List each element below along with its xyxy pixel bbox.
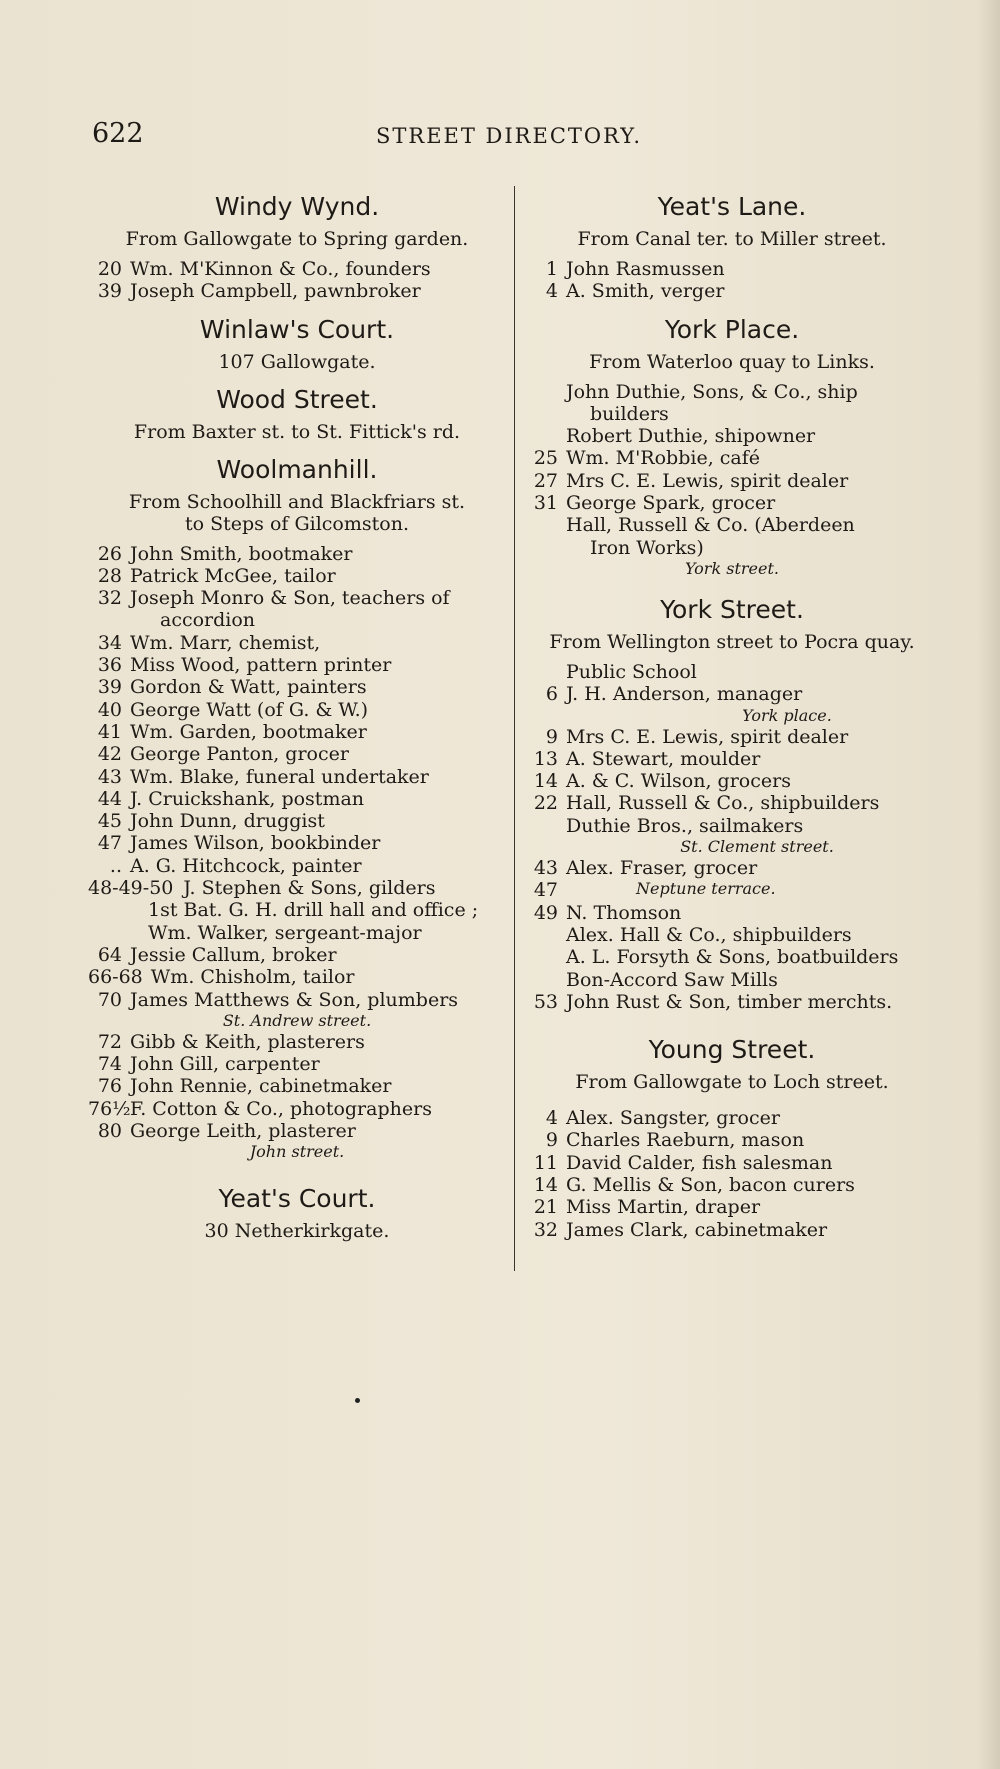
street-extent: From Gallowgate to Loch street. [575, 1071, 889, 1094]
occupant: Alex. Fraser, grocer [566, 857, 758, 880]
street-extent: From Schoolhill and Blackfriars st. [128, 490, 466, 513]
house-number [524, 381, 566, 403]
occupant: George Leith, plasterer [130, 1120, 356, 1143]
occupant: John Rennie, cabinetmaker [130, 1075, 392, 1098]
occupant: John Smith, bootmaker [130, 542, 353, 565]
occupant: accordion [160, 609, 256, 632]
occupant: James Matthews & Son, plumbers [130, 988, 459, 1011]
list-item [88, 832, 506, 854]
house-number: 21 [533, 1196, 558, 1219]
house-number: 9 [545, 1129, 558, 1152]
occupant: James Clark, cabinetmaker [566, 1218, 828, 1241]
house-number: 64 [97, 943, 122, 966]
list-item [524, 770, 940, 792]
list-item [524, 924, 940, 946]
house-number: 48-49-50 [88, 877, 174, 900]
list-item [524, 661, 940, 683]
street-heading: Yeat's Court. [218, 1184, 376, 1214]
occupant: Duthie Bros., sailmakers [566, 814, 804, 837]
list-item [524, 403, 940, 425]
list-item [524, 447, 940, 469]
list-item [88, 944, 506, 966]
house-number: 66-68 [88, 966, 143, 989]
house-number [524, 514, 566, 536]
occupant: A. Stewart, moulder [566, 747, 761, 770]
house-number: 31 [533, 492, 558, 515]
section-yeats-court [88, 1184, 506, 1242]
street-extent: From Wellington street to Pocra quay. [549, 630, 915, 653]
occupant: G. Mellis & Son, bacon curers [566, 1174, 855, 1197]
section-york-place [524, 315, 940, 579]
list-item [524, 879, 940, 901]
house-number: 39 [97, 280, 122, 303]
house-number: 70 [97, 988, 122, 1011]
list-item [88, 699, 506, 721]
occupant: Jessie Callum, broker [130, 943, 337, 966]
page-number: 622 [92, 118, 144, 149]
section-wood-street [88, 385, 506, 443]
street-note: 107 Gallowgate. [218, 350, 376, 373]
occupant: 1st Bat. G. H. drill hall and office ; [148, 899, 479, 922]
occupant: Charles Raeburn, mason [566, 1129, 805, 1152]
list-item [88, 877, 506, 899]
house-number: 11 [533, 1151, 558, 1174]
list-item [524, 280, 940, 302]
house-number: 39 [97, 676, 122, 699]
list-item [88, 1075, 506, 1097]
house-number: 42 [97, 743, 122, 766]
list-item [88, 632, 506, 654]
list-item [88, 966, 506, 988]
house-number: 36 [97, 654, 122, 677]
cross-street: York street. [685, 558, 779, 578]
house-number: 4 [545, 1107, 558, 1130]
house-number: 40 [97, 698, 122, 721]
occupant: A. G. Hitchcock, painter [130, 854, 362, 877]
house-number: 32 [533, 1218, 558, 1241]
page-edge-shadow [978, 0, 1000, 1769]
street-heading: Young Street. [648, 1035, 816, 1065]
house-number: 26 [97, 542, 122, 565]
occupant: George Panton, grocer [130, 743, 349, 766]
house-number: 20 [97, 258, 122, 280]
list-item [88, 258, 506, 280]
list-item [524, 1196, 940, 1218]
list-item [524, 946, 940, 968]
list-item [524, 969, 940, 991]
occupant: Joseph Monro & Son, teachers of [130, 587, 450, 610]
print-speck [355, 1398, 360, 1403]
occupant: David Calder, fish salesman [566, 1151, 833, 1174]
list-item [524, 792, 940, 814]
occupant: Wm. Garden, bootmaker [130, 720, 367, 743]
house-number: 76½ [88, 1097, 131, 1120]
house-number [88, 899, 148, 921]
occupant: N. Thomson [566, 901, 682, 924]
house-number: 25 [533, 447, 558, 470]
house-number [524, 969, 566, 991]
column-divider [514, 186, 515, 1271]
list-item [524, 748, 940, 770]
occupant: Robert Duthie, shipowner [566, 425, 816, 448]
occupant: Miss Wood, pattern printer [130, 654, 392, 677]
house-number: 80 [97, 1120, 122, 1143]
house-number: 14 [533, 770, 558, 793]
occupant: Public School [566, 660, 697, 683]
occupant: Wm. M'Kinnon & Co., founders [130, 258, 431, 280]
list-item [88, 676, 506, 698]
list-item [524, 537, 940, 559]
occupant: John Duthie, Sons, & Co., ship [566, 380, 858, 403]
list-item [524, 258, 940, 280]
occupant: John Rust & Son, timber merchts. [566, 990, 893, 1013]
house-number: 47 [97, 832, 122, 855]
list-item [524, 470, 940, 492]
occupant: George Spark, grocer [566, 492, 776, 515]
house-number [524, 815, 566, 837]
section-young-street [524, 1035, 940, 1241]
list-item [88, 609, 506, 631]
occupant: Gordon & Watt, painters [130, 676, 367, 699]
house-number [524, 661, 566, 683]
list-item [88, 989, 506, 1011]
list-item [524, 902, 940, 924]
list-item [524, 492, 940, 514]
occupant: John Dunn, druggist [130, 810, 325, 833]
house-number: 9 [545, 725, 558, 748]
house-number: 41 [97, 720, 122, 743]
occupant: Mrs C. E. Lewis, spirit dealer [566, 469, 849, 492]
house-number: 1 [545, 258, 558, 280]
list-item [88, 899, 506, 921]
occupant: Joseph Campbell, pawnbroker [130, 280, 421, 303]
occupant: George Watt (of G. & W.) [130, 698, 369, 721]
house-number: 28 [97, 564, 122, 587]
occupant: A. L. Forsyth & Sons, boatbuilders [566, 946, 899, 969]
occupant: Wm. M'Robbie, café [566, 447, 761, 470]
street-extent: From Canal ter. to Miller street. [577, 228, 887, 250]
street-extent-2: to Steps of Gilcomston. [184, 512, 409, 535]
list-item [524, 991, 940, 1013]
section-winlaws-court [88, 315, 506, 373]
occupant: Hall, Russell & Co., shipbuilders [566, 792, 880, 815]
occupant: J. Stephen & Sons, gilders [183, 877, 436, 900]
street-extent: From Baxter st. to St. Fittick's rd. [133, 420, 461, 443]
occupant: John Rasmussen [566, 258, 725, 280]
house-number: 4 [545, 280, 558, 303]
house-number [524, 403, 590, 425]
list-item [524, 1152, 940, 1174]
list-item [88, 766, 506, 788]
cross-street: John street. [249, 1142, 345, 1162]
house-number: 6 [545, 683, 558, 706]
house-number: 43 [97, 765, 122, 788]
occupant: Iron Works) [590, 536, 704, 559]
occupant: Alex. Sangster, grocer [566, 1107, 780, 1130]
occupant: J. Cruickshank, postman [130, 787, 365, 810]
house-number: 32 [97, 587, 122, 610]
street-heading: Windy Wynd. [214, 192, 380, 221]
house-number: 43 [533, 857, 558, 880]
street-heading: Winlaw's Court. [199, 314, 395, 344]
list-item [88, 565, 506, 587]
list-item [524, 381, 940, 403]
occupant: Wm. Walker, sergeant-major [148, 921, 422, 944]
street-heading: York Place. [664, 314, 800, 344]
occupant: James Wilson, bookbinder [130, 832, 381, 855]
street-note: 30 Netherkirkgate. [204, 1220, 390, 1243]
occupant: Bon-Accord Saw Mills [566, 968, 778, 991]
house-number: 53 [533, 990, 558, 1013]
list-item [88, 721, 506, 743]
house-number [88, 922, 148, 944]
list-item [88, 788, 506, 810]
list-item [524, 857, 940, 879]
list-item [524, 1129, 940, 1151]
street-heading: Yeat's Lane. [657, 192, 807, 221]
list-item [524, 815, 940, 837]
house-number [88, 609, 160, 631]
occupant: Alex. Hall & Co., shipbuilders [566, 923, 852, 946]
list-item [88, 1120, 506, 1142]
house-number [524, 537, 590, 559]
cross-street: St. Clement street. [680, 837, 834, 857]
list-item [88, 654, 506, 676]
running-title: STREET DIRECTORY. [376, 124, 643, 148]
house-number: 76 [97, 1075, 122, 1098]
house-number: 13 [533, 747, 558, 770]
street-extent: From Gallowgate to Spring garden. [125, 228, 469, 250]
house-number: 22 [533, 792, 558, 815]
list-item [88, 1053, 506, 1075]
section-woolmanhill [88, 455, 506, 1163]
house-number: .. [109, 854, 122, 877]
occupant: builders [590, 402, 669, 425]
house-number: 45 [97, 810, 122, 833]
house-number: 74 [97, 1053, 122, 1076]
occupant: Wm. Marr, chemist, [130, 631, 321, 654]
house-number: 14 [533, 1174, 558, 1197]
list-item [524, 683, 940, 705]
list-item [524, 726, 940, 748]
occupant: J. H. Anderson, manager [566, 683, 803, 706]
list-item [88, 587, 506, 609]
list-item [88, 743, 506, 765]
house-number [524, 946, 566, 968]
occupant: Hall, Russell & Co. (Aberdeen [566, 514, 855, 537]
house-number [524, 425, 566, 447]
occupant: Miss Martin, draper [566, 1196, 761, 1219]
list-item [524, 1219, 940, 1241]
section-yeats-lane [524, 192, 940, 303]
occupant: Gibb & Keith, plasterers [130, 1030, 365, 1053]
house-number: 47 [533, 879, 558, 902]
right-column [524, 180, 940, 1247]
list-item [524, 514, 940, 536]
list-item [524, 1107, 940, 1129]
occupant: Wm. Blake, funeral undertaker [130, 765, 429, 788]
occupant: John Gill, carpenter [130, 1053, 320, 1076]
list-item [88, 922, 506, 944]
section-windy-wynd [88, 192, 506, 303]
list-item [88, 280, 506, 302]
occupant: Wm. Chisholm, tailor [150, 966, 355, 989]
house-number: 34 [97, 631, 122, 654]
house-number: 27 [533, 469, 558, 492]
list-item [88, 543, 506, 565]
house-number: 49 [533, 901, 558, 924]
cross-street: St. Andrew street. [222, 1010, 372, 1030]
left-column [88, 180, 506, 1248]
street-heading: York Street. [660, 594, 804, 624]
house-number: 44 [97, 787, 122, 810]
occupant: A. Smith, verger [566, 280, 725, 303]
street-heading: Woolmanhill. [216, 454, 378, 484]
list-item [88, 810, 506, 832]
occupant: F. Cotton & Co., photographers [130, 1097, 432, 1120]
list-item [524, 1174, 940, 1196]
list-item [88, 855, 506, 877]
occupant: Patrick McGee, tailor [130, 564, 336, 587]
house-number [524, 924, 566, 946]
house-number: 72 [97, 1030, 122, 1053]
street-extent: From Waterloo quay to Links. [589, 350, 875, 373]
occupant: Mrs C. E. Lewis, spirit dealer [566, 725, 849, 748]
list-item [88, 1031, 506, 1053]
cross-street: York place. [742, 705, 832, 725]
cross-street: Neptune terrace. [636, 879, 776, 899]
occupant: A. & C. Wilson, grocers [566, 770, 791, 793]
section-york-street [524, 595, 940, 1013]
list-item [524, 425, 940, 447]
list-item [88, 1098, 506, 1120]
street-heading: Wood Street. [216, 384, 378, 414]
